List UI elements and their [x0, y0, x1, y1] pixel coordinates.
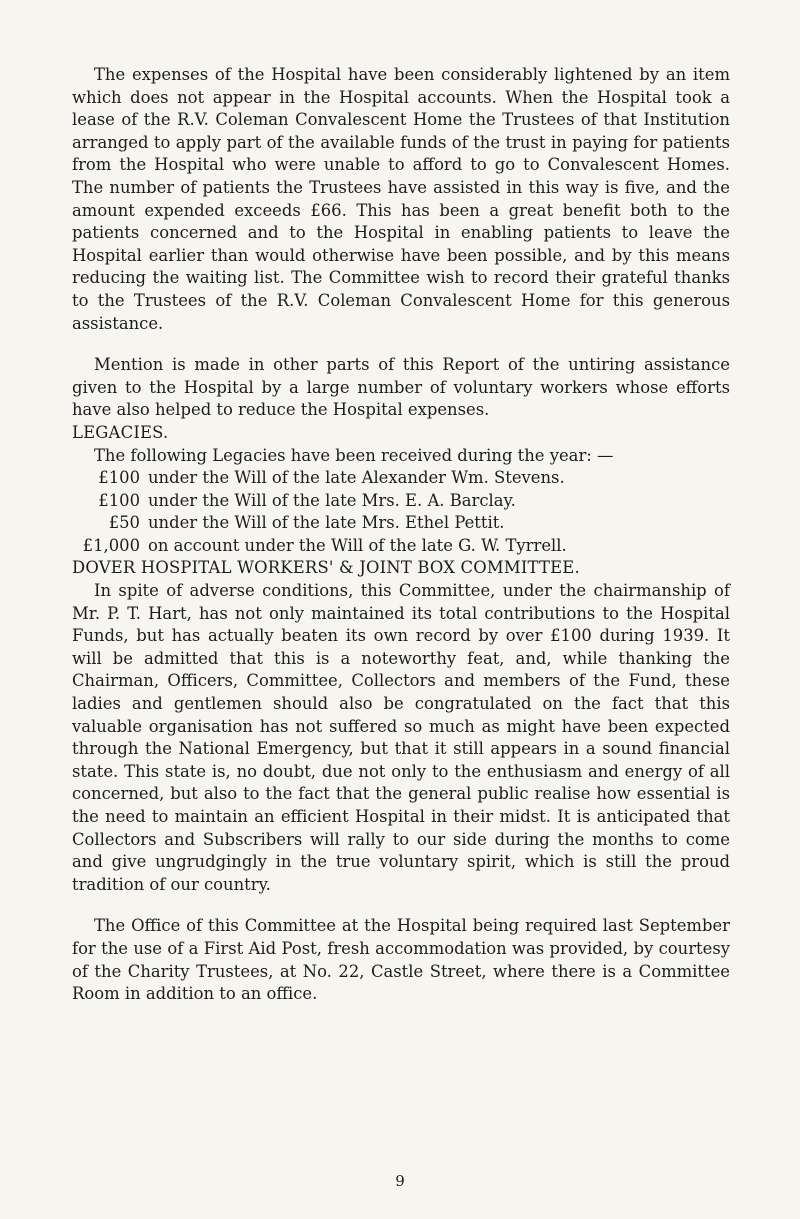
legacy-item [72, 512, 730, 535]
legacy-text: under the Will of the late Alexander Wm. Stevens. [148, 468, 565, 488]
box-committee-heading: DOVER HOSPITAL WORKERS' & JOINT BOX COMMITTEE. [72, 558, 580, 578]
paragraph-committee-office: The Office of this Committee at the Hospital being required last September for the use of a First Aid Post, fresh accommodation was provided, by courtesy of the Charity Trustees, at No. 22, Castle Street, where there is a Committee Room in addition to an office. [72, 916, 730, 1004]
paragraph-convalescent-home: The expenses of the Hospital have been considerably lightened by an item which does not appear in the Hospital accounts. When the Hospital took a lease of the R.V. Coleman Convalescent Home the Trustees of that Institution arranged to apply part of the available funds of the trust in paying for patients from the Hospital who were unable to afford to go to Convalescent Homes. The number of patients the Trustees have assisted in this way is five, and the amount expended exceeds £66. This has been a great benefit both to the patients concerned and to the Hospital in enabling patients to leave the Hospital earlier than would otherwise have been possible, and by this means reducing the waiting list. The Committee wish to record their grateful thanks to the Trustees of the R.V. Coleman Convalescent Home for this generous assistance. [72, 65, 730, 333]
paragraph-voluntary-workers: Mention is made in other parts of this Report of the untiring assistance given to the Hospital by a large number of voluntary workers whose efforts have also helped to reduce the Hospital expenses. [72, 355, 730, 420]
legacy-amount: £100 [98, 490, 140, 510]
paragraph-box-committee: In spite of adverse conditions, this Committee, under the chairmanship of Mr. P. T. Hart, has not only maintained its total contributions to the Hospital Funds, but has actually beaten its own record by over £100 during 1939. It will be admitted that this is a noteworthy feat, and, while thanking the Chairman, Officers, Committee, Collectors and members of the Fund, these ladies and gentlemen should also be congratulated on the fact that this valuable organisation has not suffered so much as might have been expected through the National Emergency, but that it still appears in a sound financial state. This state is, no doubt, due not only to the enthusiasm and energy of all concerned, but also to the fact that the general public realise how essential is the need to maintain an efficient Hospital in their midst. It is anticipated that Collectors and Subscribers will rally to our side during the months to come and give ungrudgingly in the true voluntary spirit, which is still the proud tradition of our country. [72, 581, 730, 894]
legacy-amount: £100 [98, 468, 140, 488]
legacy-item [72, 467, 730, 490]
legacy-text: on account under the Will of the late G. W. Tyrrell. [148, 535, 567, 555]
legacy-amount: £50 [108, 513, 140, 533]
legacy-amount: £1,000 [82, 535, 140, 555]
legacies-intro: The following Legacies have been received during the year: — [94, 445, 614, 465]
legacy-text: under the Will of the late Mrs. Ethel Pettit. [148, 513, 505, 533]
legacies-list [72, 467, 730, 557]
page-number: 9 [395, 1172, 405, 1190]
legacy-item [72, 535, 730, 558]
legacies-section [72, 422, 730, 558]
legacy-item [72, 490, 730, 513]
box-committee-section [72, 557, 730, 1005]
legacy-text: under the Will of the late Mrs. E. A. Barclay. [148, 490, 516, 510]
legacies-heading: LEGACIES. [72, 422, 169, 442]
